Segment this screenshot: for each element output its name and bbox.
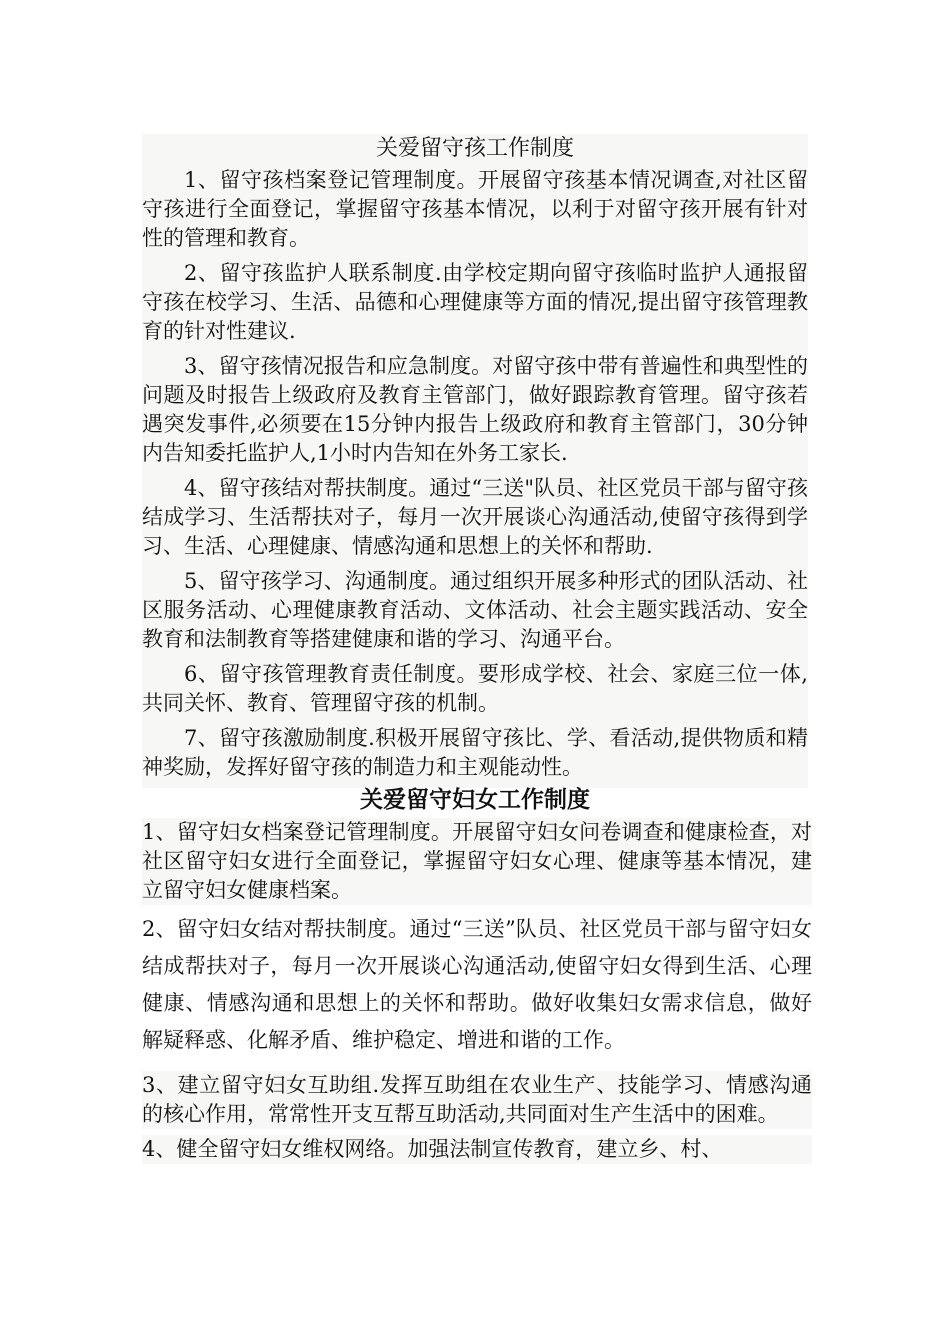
paragraph-women-1: 1、留守妇女档案登记管理制度。开展留守妇女问卷调查和健康检查，对社区留守妇女进行全面登记，掌握留守妇女心理、健康等基本情况，建立留守妇女健康档案。 bbox=[142, 818, 812, 905]
paragraph-children-1: 1、留守孩档案登记管理制度。开展留守孩基本情况调查,对社区留守孩进行全面登记，掌握留守孩基本情况，以利于对留守孩开展有针对性的管理和教育。 bbox=[142, 168, 808, 250]
paragraph-children-5: 5、留守孩学习、沟通制度。通过组织开展多种形式的团队活动、社区服务活动、心理健康教育活动、文体活动、社会主题实践活动、安全教育和法制教育等搭建健康和谐的学习、沟通平台。 bbox=[142, 569, 808, 651]
paragraph-children-7: 7、留守孩激励制度.积极开展留守孩比、学、看活动,提供物质和精神奖励，发挥好留守孩的制造力和主观能动性。 bbox=[142, 726, 808, 779]
paragraph-women-3: 3、建立留守妇女互助组.发挥互助组在农业生产、技能学习、情感沟通的核心作用，常常性开支互帮互助活动,共同面对生产生活中的困难。 bbox=[142, 1071, 812, 1129]
paragraph-children-3: 3、留守孩情况报告和应急制度。对留守孩中带有普遍性和典型性的问题及时报告上级政府及教育主管部门，做好跟踪教育管理。留守孩若遇突发事件,必须要在15分钟内报告上级政府和教育主管部门，30分钟内告知委托监护人,1小时内告知在外务工家长. bbox=[142, 354, 808, 465]
paragraph-women-4: 4、健全留守妇女维权网络。加强法制宣传教育，建立乡、村、 bbox=[142, 1135, 812, 1164]
section-title-children: 关爱留守孩工作制度 bbox=[375, 136, 574, 161]
paragraph-children-6: 6、留守孩管理教育责任制度。要形成学校、社会、家庭三位一体,共同关怀、教育、管理留守孩的机制。 bbox=[142, 662, 808, 715]
paragraph-women-2: 2、留守妇女结对帮扶制度。通过“三送”队员、社区党员干部与留守妇女结成帮扶对子，每月一次开展谈心沟通活动,使留守妇女得到生活、心理健康、情感沟通和思想上的关怀和帮助。做好收集妇女需求信息，做好解疑释惑、化解矛盾、维护稳定、增进和谐的工作。 bbox=[142, 911, 812, 1059]
section-left-behind-children bbox=[142, 134, 808, 788]
section-left-behind-women bbox=[142, 818, 812, 1164]
section-title-women: 关爱留守妇女工作制度 bbox=[360, 786, 590, 813]
paragraph-children-2: 2、留守孩监护人联系制度.由学校定期向留守孩临时监护人通报留守孩在校学习、生活、品德和心理健康等方面的情况,提出留守孩管理教育的针对性建议. bbox=[142, 261, 808, 343]
paragraph-children-4: 4、留守孩结对帮扶制度。通过“三送"队员、社区党员干部与留守孩结成学习、生活帮扶对子，每月一次开展谈心沟通活动,使留守孩得到学习、生活、心理健康、情感沟通和思想上的关怀和帮助. bbox=[142, 476, 808, 558]
